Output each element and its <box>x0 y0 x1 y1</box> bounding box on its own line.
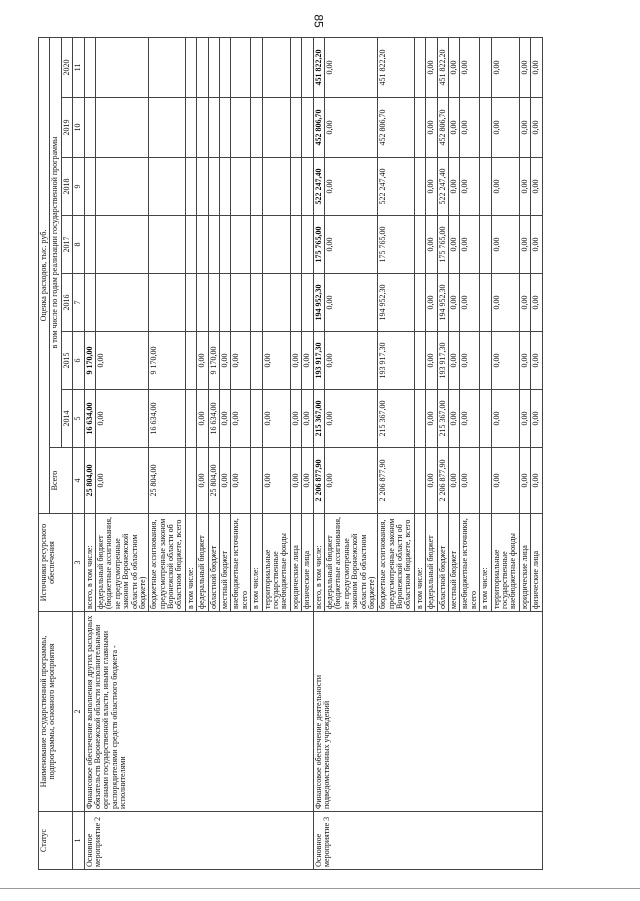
value-cell <box>197 216 208 274</box>
value-cell: 25 804,00 <box>84 448 95 514</box>
value-cell: 0,00 <box>324 448 377 514</box>
value-cell <box>84 274 95 332</box>
value-cell <box>185 332 196 390</box>
value-cell: 0,00 <box>491 37 519 97</box>
value-cell: 0,00 <box>519 98 530 158</box>
value-cell <box>149 274 186 332</box>
value-cell: 0,00 <box>460 448 480 514</box>
value-cell <box>251 216 262 274</box>
value-cell <box>149 216 186 274</box>
value-cell: 193 917,30 <box>378 332 415 390</box>
funding-source: федеральный бюджет (бюджетные ассигнования, не предусмотренные законом Воронежской области об областном бюджете) <box>95 514 148 612</box>
value-cell: 0,00 <box>531 390 542 448</box>
value-cell: 0,00 <box>426 332 437 390</box>
value-cell: 0,00 <box>531 448 542 514</box>
value-cell: 0,00 <box>231 448 251 514</box>
value-cell: 0,00 <box>449 158 460 216</box>
value-cell <box>251 37 262 97</box>
value-cell: 25 804,00 <box>149 448 186 514</box>
value-cell: 194 952,30 <box>313 274 324 332</box>
value-cell: 0,00 <box>519 274 530 332</box>
value-cell <box>84 98 95 158</box>
value-cell <box>262 158 290 216</box>
value-cell <box>414 37 425 97</box>
funding-source: местный бюджет <box>220 514 231 612</box>
value-cell: 215 367,00 <box>378 390 415 448</box>
funding-source: в том числе: <box>480 514 491 612</box>
value-cell <box>220 98 231 158</box>
value-cell: 0,00 <box>231 332 251 390</box>
funding-source: областной бюджет <box>208 514 219 612</box>
header-col-number: 6 <box>73 332 84 390</box>
value-cell <box>220 274 231 332</box>
value-cell <box>231 37 251 97</box>
value-cell: 0,00 <box>460 158 480 216</box>
value-cell: 0,00 <box>531 158 542 216</box>
group-name: Финансовое обеспечение выполнения других расходных обязательств Воронежской области исполнительными органами государственной власти, иными главными распорядителями средств областного бюджета - исполнителями <box>84 612 313 812</box>
value-cell <box>251 274 262 332</box>
value-cell <box>302 158 313 216</box>
value-cell <box>185 158 196 216</box>
header-col-number: 1 <box>73 812 84 870</box>
value-cell: 0,00 <box>262 448 290 514</box>
value-cell: 0,00 <box>519 390 530 448</box>
value-cell <box>480 158 491 216</box>
value-cell: 0,00 <box>197 448 208 514</box>
value-cell <box>95 216 148 274</box>
header-estimate: Оценка расходов, тыс. руб. <box>39 37 50 513</box>
value-cell: 2 206 877,90 <box>437 448 448 514</box>
value-cell <box>197 98 208 158</box>
value-cell <box>302 98 313 158</box>
value-cell: 0,00 <box>220 332 231 390</box>
value-cell: 2 206 877,90 <box>378 448 415 514</box>
header-year-2016: 2016 <box>61 274 72 332</box>
value-cell <box>231 158 251 216</box>
header-col-number: 7 <box>73 274 84 332</box>
value-cell: 194 952,30 <box>437 274 448 332</box>
group-name: Финансовое обеспечение деятельности подведомственных учреждений <box>313 612 542 812</box>
bottom-rule <box>0 888 640 889</box>
value-cell: 9 170,00 <box>84 332 95 390</box>
value-cell: 193 917,30 <box>313 332 324 390</box>
value-cell: 16 634,00 <box>208 390 219 448</box>
value-cell: 0,00 <box>460 274 480 332</box>
funding-source: областной бюджет <box>437 514 448 612</box>
value-cell <box>231 274 251 332</box>
funding-source: юридические лица <box>290 514 301 612</box>
funding-source: внебюджетные источники, всего <box>231 514 251 612</box>
value-cell <box>185 37 196 97</box>
value-cell: 452 806,70 <box>437 98 448 158</box>
value-cell <box>197 158 208 216</box>
value-cell: 0,00 <box>197 390 208 448</box>
header-total: Всего <box>50 448 73 514</box>
value-cell: 452 806,70 <box>313 98 324 158</box>
value-cell: 175 765,00 <box>313 216 324 274</box>
value-cell <box>480 98 491 158</box>
funding-source: бюджетные ассигнования, предусмотренные законом Воронежской области об областном бюджете, всего <box>149 514 186 612</box>
header-col-number: 11 <box>73 37 84 97</box>
value-cell <box>208 274 219 332</box>
value-cell: 0,00 <box>262 390 290 448</box>
header-year-2017: 2017 <box>61 216 72 274</box>
value-cell: 0,00 <box>449 216 460 274</box>
group-status: Основное мероприятие 2 <box>84 812 313 870</box>
value-cell: 0,00 <box>460 390 480 448</box>
header-col-number: 2 <box>73 612 84 812</box>
value-cell <box>414 448 425 514</box>
value-cell <box>220 158 231 216</box>
value-cell: 0,00 <box>449 98 460 158</box>
header-col-number: 5 <box>73 390 84 448</box>
value-cell: 194 952,30 <box>378 274 415 332</box>
value-cell: 0,00 <box>519 37 530 97</box>
value-cell: 25 804,00 <box>208 448 219 514</box>
value-cell <box>95 158 148 216</box>
value-cell <box>84 216 95 274</box>
header-col-number: 3 <box>73 514 84 612</box>
value-cell: 0,00 <box>449 37 460 97</box>
value-cell: 451 822,20 <box>378 37 415 97</box>
value-cell: 0,00 <box>531 216 542 274</box>
funding-source: федеральный бюджет <box>426 514 437 612</box>
value-cell <box>262 98 290 158</box>
value-cell: 0,00 <box>491 274 519 332</box>
funding-source: в том числе: <box>414 514 425 612</box>
value-cell: 0,00 <box>531 98 542 158</box>
value-cell: 0,00 <box>519 158 530 216</box>
table-row <box>84 37 95 869</box>
value-cell: 0,00 <box>426 448 437 514</box>
value-cell <box>251 390 262 448</box>
value-cell: 0,00 <box>449 390 460 448</box>
value-cell: 0,00 <box>426 216 437 274</box>
header-col-number: 9 <box>73 158 84 216</box>
funding-source: федеральный бюджет <box>197 514 208 612</box>
value-cell: 0,00 <box>531 37 542 97</box>
header-col-number: 8 <box>73 216 84 274</box>
value-cell: 215 367,00 <box>313 390 324 448</box>
value-cell: 0,00 <box>491 98 519 158</box>
value-cell: 0,00 <box>220 390 231 448</box>
value-cell: 0,00 <box>95 448 148 514</box>
value-cell <box>290 274 301 332</box>
funding-source: местный бюджет <box>449 514 460 612</box>
header-row-1 <box>39 37 50 869</box>
funding-source: территориальные государственные внебюджетные фонды <box>262 514 290 612</box>
value-cell: 0,00 <box>324 98 377 158</box>
group-status: Основное мероприятие 3 <box>313 812 542 870</box>
funding-source: территориальные государственные внебюджетные фонды <box>491 514 519 612</box>
funding-source: всего, в том числе: <box>313 514 324 612</box>
value-cell: 175 765,00 <box>378 216 415 274</box>
value-cell <box>480 216 491 274</box>
header-year-2014: 2014 <box>61 390 72 448</box>
value-cell <box>414 274 425 332</box>
value-cell <box>197 274 208 332</box>
header-name: Наименование государственной программы, подпрограммы, основного мероприятия <box>39 612 73 812</box>
header-source: Источники ресурсного обеспечения <box>39 514 73 612</box>
value-cell: 0,00 <box>426 158 437 216</box>
value-cell: 16 634,00 <box>149 390 186 448</box>
value-cell: 0,00 <box>231 390 251 448</box>
value-cell: 0,00 <box>491 158 519 216</box>
table-row <box>313 37 324 869</box>
value-cell: 0,00 <box>324 216 377 274</box>
table-stage <box>38 38 611 870</box>
value-cell <box>95 274 148 332</box>
value-cell <box>262 274 290 332</box>
value-cell: 0,00 <box>426 390 437 448</box>
value-cell: 0,00 <box>460 332 480 390</box>
value-cell: 175 765,00 <box>437 216 448 274</box>
value-cell: 0,00 <box>290 332 301 390</box>
value-cell: 522 247,40 <box>313 158 324 216</box>
value-cell <box>414 98 425 158</box>
value-cell <box>290 37 301 97</box>
header-status: Статус <box>39 812 73 870</box>
value-cell <box>95 98 148 158</box>
value-cell: 451 822,20 <box>437 37 448 97</box>
value-cell: 452 806,70 <box>378 98 415 158</box>
value-cell <box>149 98 186 158</box>
header-year-2018: 2018 <box>61 158 72 216</box>
value-cell: 0,00 <box>426 274 437 332</box>
funding-source: в том числе: <box>185 514 196 612</box>
value-cell <box>302 216 313 274</box>
header-col-number: 10 <box>73 98 84 158</box>
value-cell: 0,00 <box>531 332 542 390</box>
value-cell: 0,00 <box>491 332 519 390</box>
value-cell <box>480 390 491 448</box>
value-cell <box>208 158 219 216</box>
header-year-2019: 2019 <box>61 98 72 158</box>
value-cell <box>149 37 186 97</box>
value-cell: 0,00 <box>324 158 377 216</box>
value-cell: 2 206 877,90 <box>313 448 324 514</box>
funding-source: физические лица <box>302 514 313 612</box>
value-cell <box>302 37 313 97</box>
value-cell <box>251 332 262 390</box>
value-cell: 0,00 <box>324 332 377 390</box>
value-cell: 16 634,00 <box>84 390 95 448</box>
value-cell: 0,00 <box>519 216 530 274</box>
value-cell <box>414 390 425 448</box>
value-cell: 0,00 <box>460 98 480 158</box>
value-cell: 0,00 <box>491 390 519 448</box>
value-cell <box>414 158 425 216</box>
value-cell <box>262 216 290 274</box>
value-cell <box>208 98 219 158</box>
header-col-numbers-row <box>73 37 84 869</box>
value-cell: 9 170,00 <box>208 332 219 390</box>
value-cell: 0,00 <box>491 448 519 514</box>
value-cell <box>185 274 196 332</box>
value-cell: 0,00 <box>519 332 530 390</box>
value-cell <box>95 37 148 97</box>
rotated-sheet <box>38 38 611 870</box>
value-cell <box>220 216 231 274</box>
value-cell: 215 367,00 <box>437 390 448 448</box>
value-cell <box>185 448 196 514</box>
funding-source: бюджетные ассигнования, предусмотренные законом Воронежской области об областном бюджете, всего <box>378 514 415 612</box>
funding-source: физические лица <box>531 514 542 612</box>
value-cell: 0,00 <box>95 390 148 448</box>
value-cell <box>414 216 425 274</box>
value-cell <box>480 332 491 390</box>
header-year-2020: 2020 <box>61 37 72 97</box>
value-cell <box>290 216 301 274</box>
value-cell <box>262 37 290 97</box>
value-cell: 0,00 <box>324 37 377 97</box>
value-cell: 0,00 <box>491 216 519 274</box>
value-cell: 0,00 <box>302 448 313 514</box>
value-cell <box>251 158 262 216</box>
value-cell: 193 917,30 <box>437 332 448 390</box>
value-cell <box>231 98 251 158</box>
value-cell: 0,00 <box>324 390 377 448</box>
value-cell: 0,00 <box>324 274 377 332</box>
funding-source: юридические лица <box>519 514 530 612</box>
value-cell: 0,00 <box>302 390 313 448</box>
expense-estimate-table <box>38 37 543 870</box>
value-cell: 451 822,20 <box>313 37 324 97</box>
value-cell <box>231 216 251 274</box>
value-cell <box>220 37 231 97</box>
value-cell <box>480 448 491 514</box>
value-cell: 0,00 <box>426 37 437 97</box>
value-cell <box>149 158 186 216</box>
value-cell: 0,00 <box>531 274 542 332</box>
value-cell <box>208 216 219 274</box>
value-cell <box>251 448 262 514</box>
value-cell: 9 170,00 <box>149 332 186 390</box>
value-cell <box>302 274 313 332</box>
value-cell <box>290 158 301 216</box>
value-cell: 0,00 <box>220 448 231 514</box>
table-body <box>84 37 542 869</box>
value-cell <box>197 37 208 97</box>
value-cell <box>251 98 262 158</box>
value-cell: 0,00 <box>449 448 460 514</box>
value-cell: 0,00 <box>519 448 530 514</box>
funding-source: всего, в том числе: <box>84 514 95 612</box>
funding-source: в том числе: <box>251 514 262 612</box>
value-cell <box>208 37 219 97</box>
value-cell <box>414 332 425 390</box>
value-cell <box>480 37 491 97</box>
value-cell <box>185 390 196 448</box>
value-cell: 0,00 <box>290 448 301 514</box>
value-cell <box>480 274 491 332</box>
funding-source: внебюджетные источники, всего <box>460 514 480 612</box>
header-year-2015: 2015 <box>61 332 72 390</box>
value-cell: 0,00 <box>290 390 301 448</box>
header-col-number: 4 <box>73 448 84 514</box>
value-cell: 0,00 <box>460 216 480 274</box>
value-cell: 0,00 <box>262 332 290 390</box>
value-cell: 0,00 <box>426 98 437 158</box>
page-number: 85 <box>311 14 326 28</box>
value-cell: 522 247,40 <box>378 158 415 216</box>
value-cell: 0,00 <box>449 332 460 390</box>
value-cell: 522 247,40 <box>437 158 448 216</box>
funding-source: федеральный бюджет (бюджетные ассигнования, не предусмотренные законом Воронежской области об областном бюджете) <box>324 514 377 612</box>
value-cell <box>84 158 95 216</box>
value-cell: 0,00 <box>95 332 148 390</box>
value-cell <box>185 98 196 158</box>
value-cell: 0,00 <box>197 332 208 390</box>
value-cell <box>84 37 95 97</box>
value-cell <box>185 216 196 274</box>
value-cell: 0,00 <box>302 332 313 390</box>
value-cell <box>290 98 301 158</box>
header-by-year: в том числе по годам реализации государственной программы <box>50 37 61 447</box>
value-cell: 0,00 <box>460 37 480 97</box>
value-cell: 0,00 <box>449 274 460 332</box>
